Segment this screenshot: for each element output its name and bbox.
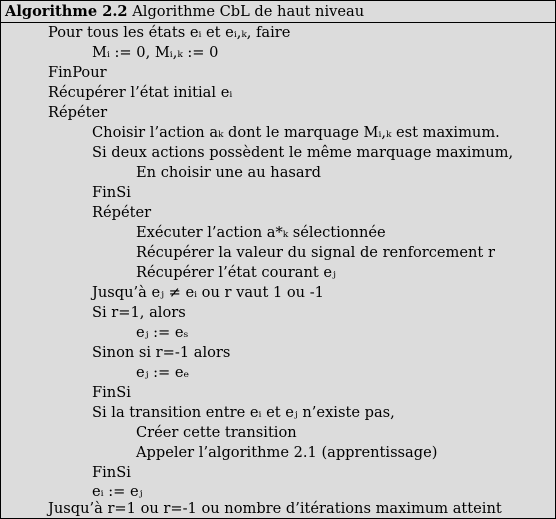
algo-line-get-current-state: Récupérer l’état courant eⱼ [136,264,336,281]
algo-line-update-state: eᵢ := eⱼ [92,483,143,500]
algorithm-title: Algorithme CbL de haut niveau [132,3,365,20]
algo-line-get-reinforcement: Récupérer la valeur du signal de renforcement r [136,244,495,261]
algo-line-call-algorithm: Appeler l’algorithme 2.1 (apprentissage) [136,444,438,461]
algorithm-label: Algorithme 2.2 [5,3,128,20]
algo-line-repeat-outer: Répéter [48,104,108,121]
algo-line-create-transition: Créer cette transition [136,424,297,441]
algo-line-until-outer: Jusqu’à r=1 ou r=-1 ou nombre d’itérations maximum atteint [48,500,502,517]
algo-line-end-if-1: FinSi [92,184,131,201]
algo-line-else-if-r-minus-1: Sinon si r=-1 alors [92,344,231,361]
algo-line-assign-es: eⱼ := eₛ [136,324,189,341]
algo-line-random-choice: En choisir une au hasard [136,164,321,181]
algo-line-until-inner: Jusqu’à eⱼ ≠ eᵢ ou r vaut 1 ou -1 [92,284,324,301]
algo-line-get-initial-state: Récupérer l’état initial eᵢ [48,84,233,101]
algo-line-if-r-1: Si r=1, alors [92,304,186,321]
algo-line-for-all-states: Pour tous les états eᵢ et eᵢ,ₖ, faire [48,24,291,41]
algorithm-header [1,1,555,23]
algo-line-init-marks: Mᵢ := 0, Mᵢ,ₖ := 0 [92,44,219,61]
algo-line-if-no-transition: Si la transition entre eᵢ et eⱼ n’existe pas, [92,404,395,421]
algorithm-caption [5,3,364,20]
algo-line-end-for: FinPour [48,64,107,81]
algo-line-choose-action: Choisir l’action aₖ dont le marquage Mᵢ,ₖ est maximum. [92,124,500,141]
algo-line-end-if-3: FinSi [92,464,131,481]
algo-line-execute-action: Exécuter l’action a*ₖ sélectionnée [136,224,386,241]
algo-line-repeat-inner: Répéter [92,204,152,221]
algo-line-end-if-2: FinSi [92,384,131,401]
algo-line-assign-ee: eⱼ := eₑ [136,364,190,381]
algo-line-if-tie: Si deux actions possèdent le même marquage maximum, [92,144,514,161]
